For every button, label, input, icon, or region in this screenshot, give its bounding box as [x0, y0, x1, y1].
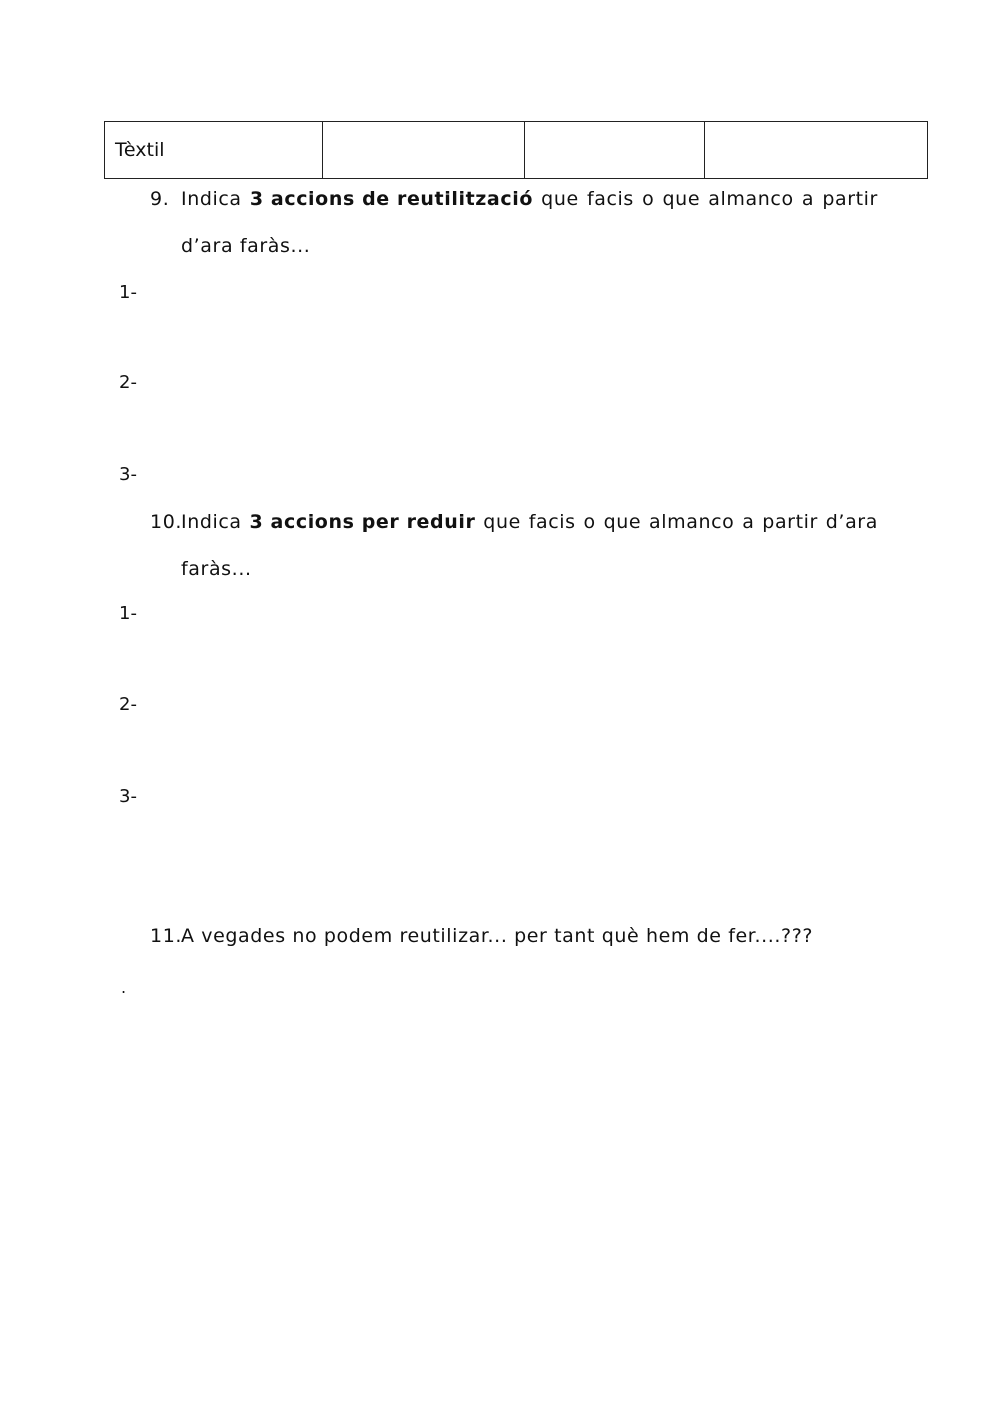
word: partir — [762, 511, 818, 533]
word: que — [603, 511, 642, 533]
question-number: 11. — [150, 925, 183, 947]
word: a — [801, 188, 815, 210]
word: que — [541, 188, 579, 210]
question-number: 10. — [150, 511, 183, 533]
question-text-line-2: d’ara faràs... — [181, 235, 311, 257]
highlighted-phrase: 3 accions per reduir — [249, 511, 476, 533]
materials-table — [104, 121, 928, 179]
question-text-line-1 — [181, 511, 878, 533]
answer-line-2[interactable]: 2- — [119, 694, 137, 715]
word: partir — [822, 188, 878, 210]
highlighted-phrase: 3 accions de reutilització — [249, 188, 533, 210]
answer-line-3[interactable]: 3- — [119, 464, 137, 485]
table-cell[interactable] — [323, 122, 525, 178]
question-text: A vegades no podem reutilizar... per tant què hem de fer....??? — [181, 925, 814, 947]
word: o — [642, 188, 655, 210]
table-cell[interactable] — [525, 122, 705, 178]
word: almanco — [648, 511, 735, 533]
table-cell[interactable] — [705, 122, 927, 178]
row-label: Tèxtil — [115, 139, 165, 161]
word: facis — [528, 511, 576, 533]
table-cell-label — [105, 122, 323, 178]
answer-line-2[interactable]: 2- — [119, 372, 137, 393]
word: d’ara — [825, 511, 878, 533]
trailing-mark: . — [121, 978, 127, 997]
word: que — [483, 511, 521, 533]
answer-line-1[interactable]: 1- — [119, 282, 137, 303]
word: a — [742, 511, 755, 533]
word: Indica — [181, 511, 242, 533]
question-number: 9. — [150, 188, 170, 210]
word: que — [662, 188, 701, 210]
question-text-line-2: faràs... — [181, 558, 252, 580]
word: facis — [586, 188, 634, 210]
word: Indica — [181, 188, 242, 210]
word: o — [583, 511, 596, 533]
answer-line-1[interactable]: 1- — [119, 603, 137, 624]
question-text-line-1 — [181, 188, 878, 210]
answer-line-3[interactable]: 3- — [119, 786, 137, 807]
word: almanco — [708, 188, 794, 210]
